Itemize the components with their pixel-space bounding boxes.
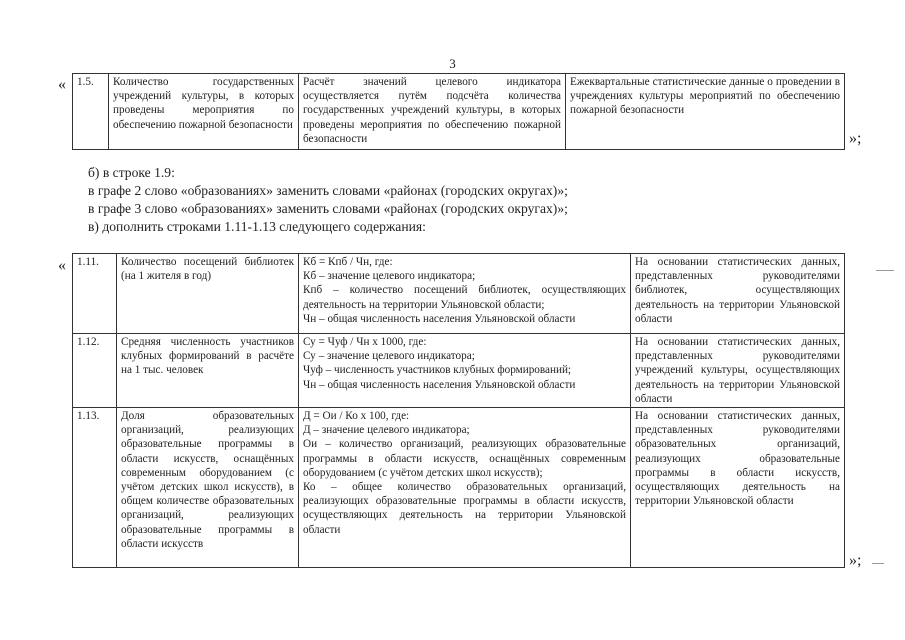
formula-term: Ои – количество организаций, реализующих образовательные программы в области искусств, оснащённых современным оборудованием (с учётом детских школ искусств);	[303, 438, 626, 479]
row-number: 1.12.	[73, 334, 117, 408]
table1-close-quote: »;	[849, 130, 862, 147]
indicator-name: Количество государственных учреждений культуры, в которых проведены мероприятия по обеспечению пожарной безопасности	[109, 74, 299, 150]
data-source: На основании статистических данных, представленных руководителями образовательных организаций, реализующих образовательные программы в области искусств, осуществляющих деятельность на территории Ульяновской области	[631, 408, 845, 568]
margin-mark	[872, 563, 884, 564]
table-row	[73, 408, 845, 568]
instruction-b: б) в строке 1.9:	[88, 165, 175, 180]
table2-open-quote: «	[58, 257, 66, 274]
margin-mark	[876, 270, 894, 271]
table-row	[73, 254, 845, 334]
data-source: Ежеквартальные статистические данные о проведении в учреждениях культуры мероприятий по обеспечению пожарной безопасности	[566, 74, 845, 150]
formula: Кб = Кпб / Чн, где:	[303, 256, 393, 268]
formula: Су = Чуф / Чн х 1000, где:	[303, 336, 427, 348]
row-number: 1.11.	[73, 254, 117, 334]
table1-open-quote: «	[58, 76, 66, 93]
table-row	[73, 74, 845, 150]
formula-term: Чуф – численность участников клубных формирований;	[303, 364, 572, 377]
table2	[72, 253, 845, 568]
instruction-v: в) дополнить строками 1.11-1.13 следующего содержания:	[88, 219, 426, 234]
calculation-method	[299, 334, 631, 408]
instruction-column3: в графе 3 слово «образованиях» заменить словами «районах (городских округах)»;	[88, 201, 568, 216]
indicator-name: Количество посещений библиотек (на 1 жителя в год)	[117, 254, 299, 334]
formula-term: Чн – общая численность населения Ульяновской области	[303, 312, 576, 325]
formula-term: Д – значение целевого индикатора;	[303, 424, 470, 437]
formula: Д = Ои / Ко х 100, где:	[303, 410, 410, 422]
row-number: 1.13.	[73, 408, 117, 568]
formula-term: Ко – общее количество образовательных организаций, реализующих образовательные программы в области искусств, осуществляющих деятельность на территории Ульяновской области	[303, 481, 626, 536]
table-row	[73, 334, 845, 408]
formula-term: Су – значение целевого индикатора;	[303, 350, 475, 363]
data-source: На основании статистических данных, представленных руководителями библиотек, осуществляющих деятельность на территории Ульяновской области	[631, 254, 845, 334]
formula-term: Кб – значение целевого индикатора;	[303, 270, 476, 283]
calculation-method	[299, 408, 631, 568]
row-number: 1.5.	[73, 74, 109, 150]
formula-term: Кпб – количество посещений библиотек, осуществляющих деятельность на территории Ульяновской области;	[303, 284, 626, 311]
data-source: На основании статистических данных, представленных руководителями учреждений культуры, осуществляющих деятельность на территории Ульяновской области	[631, 334, 845, 408]
indicator-name: Доля образовательных организаций, реализующих образовательные программы в области искусств, оснащённых современным оборудованием (с учётом детских школ искусств), в общем количестве образовательных организаций, реализующих образовательные программы в области искусств	[117, 408, 299, 568]
page-number: 3	[449, 56, 456, 71]
indicator-name: Средняя численность участников клубных формирований в расчёте на 1 тыс. человек	[117, 334, 299, 408]
calculation-method	[299, 254, 631, 334]
table2-close-quote: »;	[849, 552, 862, 569]
table1	[72, 73, 845, 150]
calculation-method: Расчёт значений целевого индикатора осуществляется путём подсчёта количества государственных учреждений культуры, в которых проведены мероприятия по обеспечению пожарной безопасности	[299, 74, 566, 150]
instruction-column2: в графе 2 слово «образованиях» заменить словами «районах (городских округах)»;	[88, 183, 568, 198]
formula-term: Чн – общая численность населения Ульяновской области	[303, 378, 576, 391]
